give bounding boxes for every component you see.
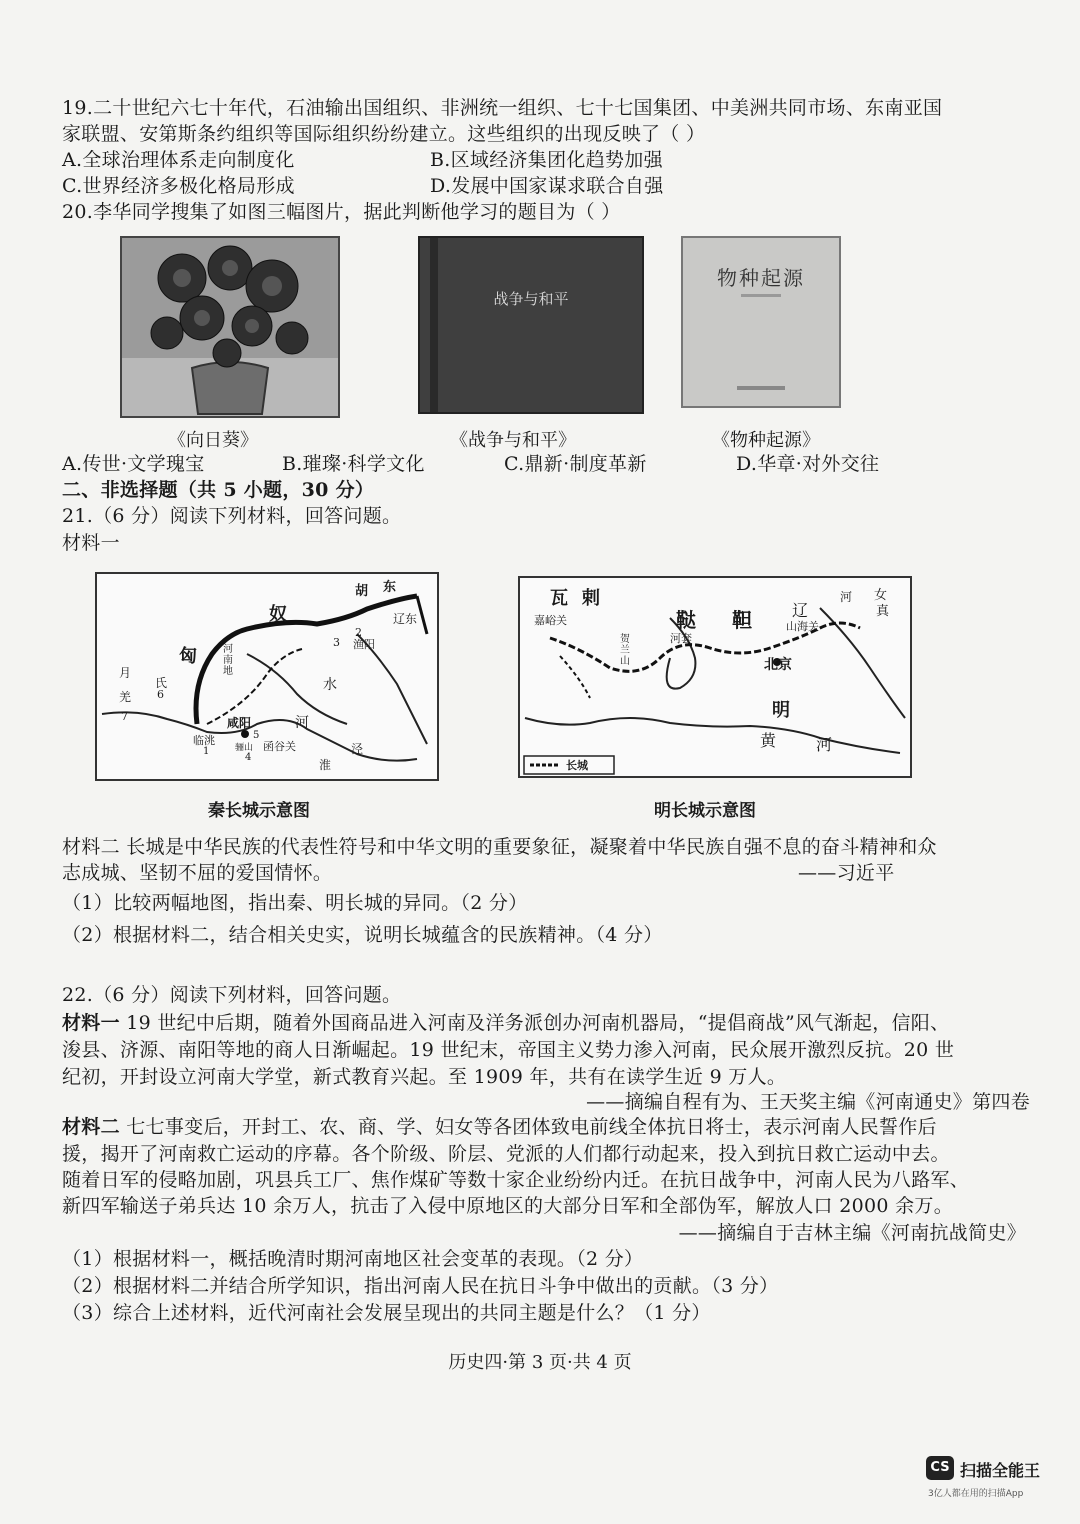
qin-map-label-4: 4 (245, 752, 252, 763)
q22-stem: 22.（6 分）阅读下列材料，回答问题。 (62, 984, 402, 1006)
ming-map-label-shanhaiguan: 山海关 (786, 620, 819, 633)
q22-material2-line4: 新四军输送子弟兵达 10 余万人，抗击了入侵中原地区的大部分日军和全部伪军，解放人口 2000 余万。 (62, 1195, 953, 1217)
q21-sub1: （1）比较两幅地图，指出秦、明长城的异同。（2 分） (62, 892, 528, 914)
qin-map-label-hanguguan: 函谷关 (263, 740, 296, 753)
ming-map-label-liao: 辽 (792, 601, 809, 620)
q21-material2-line1: 材料二 长城是中华民族的代表性符号和中华文明的重要象征，凝聚着中华民族自强不息的奋斗精神和众 (62, 836, 937, 858)
q22-material2-source: ——摘编自于吉林主编《河南抗战简史》 (678, 1222, 1026, 1244)
q20-option-b: B.璀璨·科学文化 (282, 453, 425, 475)
qin-map-caption: 秦长城示意图 (208, 801, 310, 821)
ming-map-caption: 明长城示意图 (654, 801, 756, 821)
q22-material2-text1: 七七事变后，开封工、农、商、学、妇女等各团体致电前线全体抗日将士，表示河南人民誓作后 (119, 1116, 937, 1138)
q19-option-b: B.区域经济集团化趋势加强 (430, 149, 663, 171)
q22-material1-line2: 浚县、济源、南阳等地的商人日渐崛起。19 世纪末，帝国主义势力渗入河南，民众展开激烈反抗。20 世 (62, 1039, 955, 1061)
q19-option-a: A.全球治理体系走向制度化 (62, 149, 295, 171)
q22-material2-line1 (62, 1114, 937, 1140)
qin-map-label-jing: 泾 (351, 742, 364, 756)
q22-material2-line3: 随着日军的侵略加剧，巩县兵工厂、焦作煤矿等数十家企业纷纷内迁。在抗日战争中，河南人民为八路军、 (62, 1169, 970, 1191)
qin-map-label-yue: 月 (119, 666, 132, 680)
caption-origin-of-species: 《物种起源》 (712, 430, 820, 451)
q22-material1-line3: 纪初，开封设立河南大学堂，新式教育兴起。至 1909 年，共有在读学生近 9 万人。 (62, 1066, 787, 1088)
q22-sub3: （3）综合上述材料，近代河南社会发展呈现出的共同主题是什么？（1 分） (62, 1302, 711, 1324)
q21-stem: 21.（6 分）阅读下列材料，回答问题。 (62, 505, 402, 527)
qin-map-label-2: 2 (355, 626, 362, 639)
sunflowers-painting (120, 236, 340, 418)
qin-map-label-7: 7 (121, 710, 128, 723)
ming-map-label-huang: 黄 (760, 731, 777, 750)
camscanner-tagline: 3亿人都在用的扫描App (928, 1489, 1024, 1499)
q22-material1-line1 (62, 1010, 949, 1036)
ming-wall-map (518, 576, 912, 778)
qin-wall-map (95, 572, 439, 781)
qin-map-label-liaodong: 辽东 (393, 612, 418, 626)
ming-wall-map-svg (520, 578, 910, 776)
ming-map-label-he1: 河 (840, 590, 853, 604)
qin-map-label-xianyang: 咸阳 (227, 716, 252, 730)
ming-map-label-jiayuguan: 嘉峪关 (534, 614, 567, 627)
q22-material1-label: 材料一 (62, 1012, 120, 1034)
qin-map-label-yuyang: 渔阳 (353, 638, 375, 651)
ming-map-label-la: 剌 (582, 588, 600, 609)
q19-option-d: D.发展中国家谋求联合自强 (430, 175, 664, 197)
ming-map-label-dan: 靼 (732, 608, 752, 632)
ming-map-label-zhen: 真 (876, 604, 890, 619)
q20-option-c: C.鼎新·制度革新 (504, 453, 647, 475)
qin-map-label-henandi: 河南地 (223, 644, 233, 677)
ming-map-label-da: 鞑 (676, 608, 696, 632)
war-and-peace-book (418, 236, 644, 414)
ming-map-label-beijing: 北京 (764, 657, 792, 673)
caption-sunflowers: 《向日葵》 (168, 430, 258, 451)
qin-map-label-3: 3 (333, 636, 340, 649)
q22-material2-label: 材料二 (62, 1116, 120, 1138)
q20-option-d: D.华章·对外交往 (736, 453, 880, 475)
q21-material1-label: 材料一 (62, 532, 120, 554)
ming-map-label-he2: 河 (816, 735, 833, 754)
ming-map-label-nv: 女 (874, 588, 888, 603)
qin-map-label-6: 6 (157, 688, 164, 701)
q22-sub2: （2）根据材料二并结合所学知识，指出河南人民在抗日斗争中做出的贡献。（3 分） (62, 1275, 779, 1297)
qin-map-label-hu: 胡 (355, 584, 369, 599)
q19-stem-line1: 19.二十世纪六七十年代，石油输出国组织、非洲统一组织、七十七国集团、中美洲共同市场、东南亚国 (62, 97, 943, 119)
ming-map-legend-wall: 长城 (566, 759, 588, 772)
qin-map-label-he: 河 (295, 715, 309, 731)
book2-title: 物种起源 (717, 266, 805, 290)
q21-sub2: （2）根据材料二，结合相关史实，说明长城蕴含的民族精神。（4 分） (62, 924, 663, 946)
q21-material2-line2: 志成城、坚韧不屈的爱国情怀。 (62, 862, 333, 884)
q19-stem-line2: 家联盟、安第斯条约组织等国际组织纷纷建立。这些组织的出现反映了（ ） (62, 123, 706, 145)
ming-map-label-ming: 明 (772, 700, 790, 721)
qin-map-label-dong: 东 (383, 580, 397, 595)
ming-map-label-hetao: 河套 (670, 632, 692, 645)
caption-war-and-peace: 《战争与和平》 (450, 430, 576, 451)
section-title: 二、非选择题（共 5 小题，30 分） (62, 479, 375, 501)
qin-map-label-xiong: 匈 (179, 646, 197, 667)
ming-map-label-helanshan: 贺兰山 (620, 634, 630, 667)
camscanner-logo: CS (926, 1456, 954, 1480)
qin-map-label-shui: 水 (323, 677, 337, 693)
q20-option-a: A.传世·文学瑰宝 (62, 453, 205, 475)
qin-map-label-shi: 氏 (155, 676, 168, 690)
sunflowers-image (122, 238, 338, 416)
qin-map-label-5: 5 (253, 730, 260, 741)
origin-of-species-book (681, 236, 841, 408)
q22-material2-line2: 援，揭开了河南救亡运动的序幕。各个阶级、阶层、党派的人们都行动起来，投入到抗日救亡运动中去。 (62, 1143, 950, 1165)
ming-map-label-wa: 瓦 (550, 588, 568, 609)
q22-material1-text1: 19 世纪中后期，随着外国商品进入河南及洋务派创办河南机器局，“提倡商战”风气渐起，信阳、 (119, 1012, 950, 1034)
camscanner-name: 扫描全能王 (960, 1461, 1041, 1480)
q19-option-c: C.世界经济多极化格局形成 (62, 175, 295, 197)
page-footer: 历史四·第 3 页·共 4 页 (448, 1352, 632, 1373)
book1-title: 战争与和平 (493, 290, 569, 308)
qin-map-label-huai: 淮 (319, 758, 332, 772)
q22-sub1: （1）根据材料一，概括晚清时期河南地区社会变革的表现。（2 分） (62, 1248, 644, 1270)
qin-map-label-qiang: 羌 (119, 690, 132, 704)
qin-map-label-1: 1 (203, 746, 210, 757)
qin-map-label-lintao: 临洮 (193, 734, 215, 747)
q20-stem: 20.李华同学搜集了如图三幅图片，据此判断他学习的题目为（ ） (62, 201, 621, 223)
camscanner-watermark (926, 1456, 1056, 1508)
q22-material1-source: ——摘编自程有为、王天奖主编《河南通史》第四卷 (586, 1091, 1030, 1113)
qin-map-label-lishan: 骊山 (235, 743, 254, 753)
qin-map-label-nu: 奴 (269, 604, 287, 625)
q21-material2-source: ——习近平 (798, 862, 895, 884)
